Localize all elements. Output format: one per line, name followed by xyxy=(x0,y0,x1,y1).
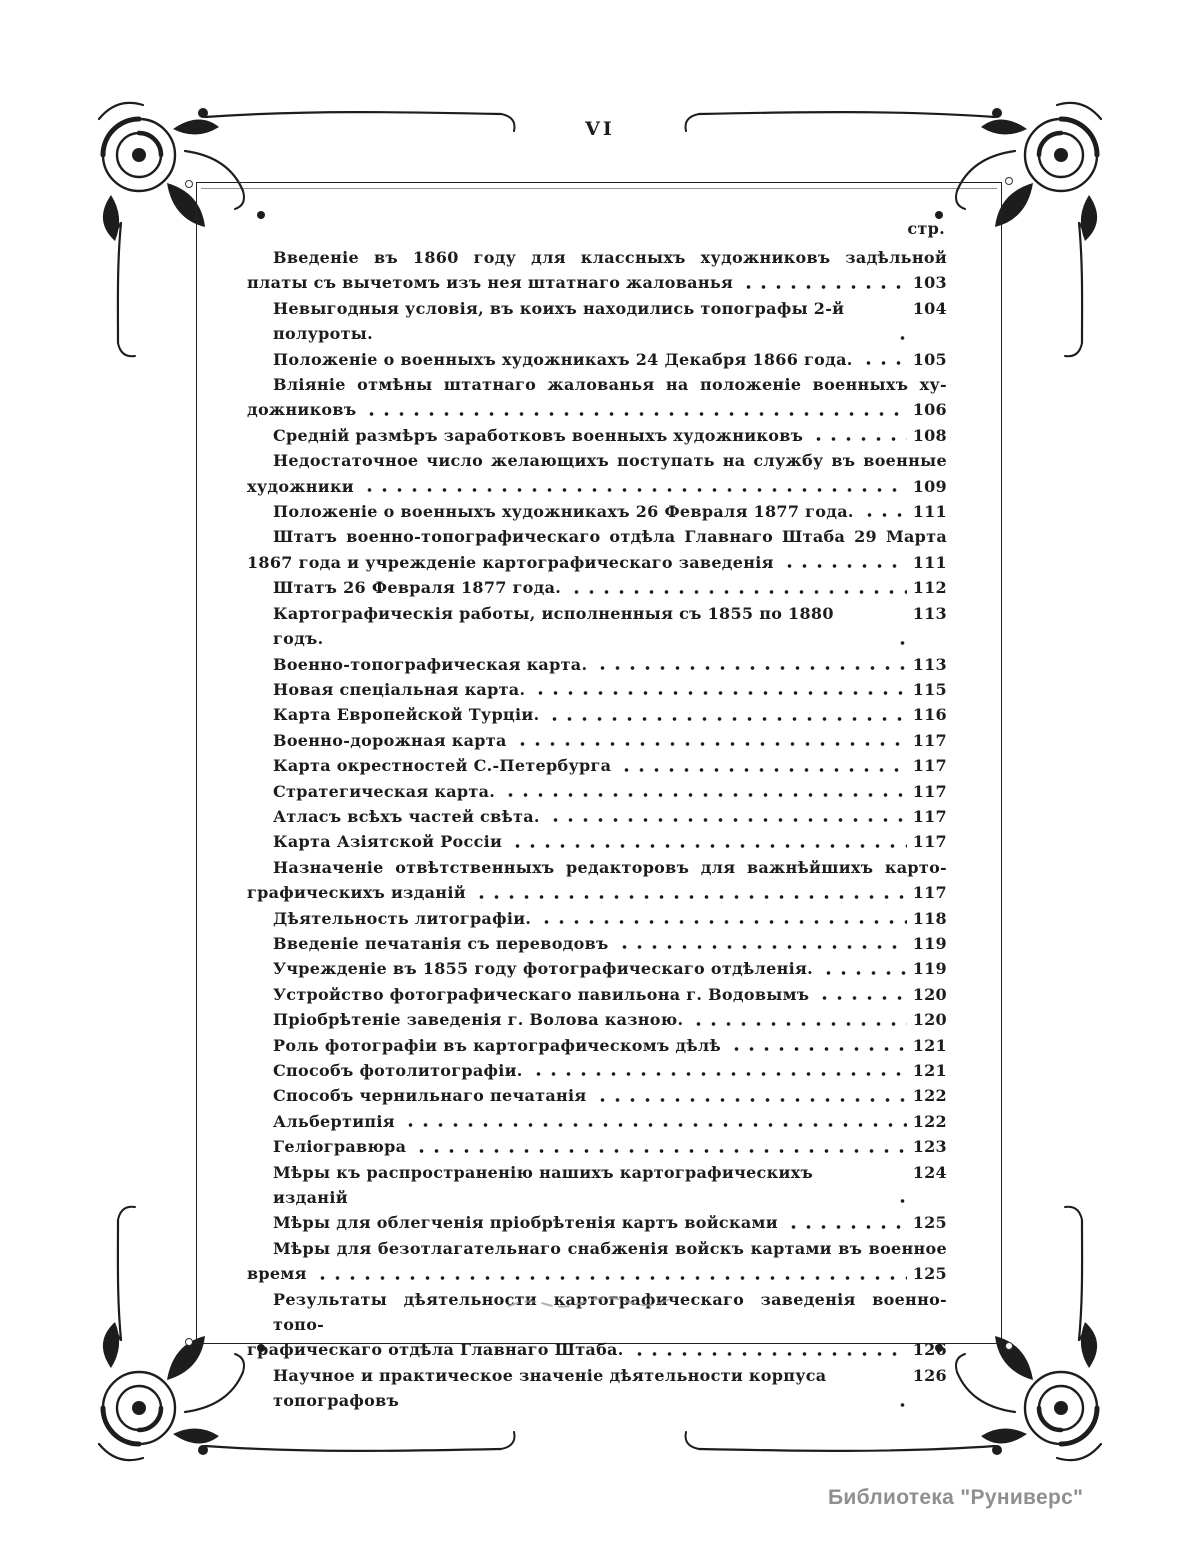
toc-entry-line xyxy=(247,779,947,804)
toc-entry-line xyxy=(247,1261,947,1286)
toc-entry xyxy=(247,1236,947,1287)
toc-entry xyxy=(247,779,947,804)
dot-leader xyxy=(811,423,907,448)
toc-entry-page-number: 111 xyxy=(912,552,947,572)
dot-leader xyxy=(569,575,907,600)
dot-leader xyxy=(474,880,907,905)
toc-entry-text: Картографическія работы, исполненныя съ 1855 по 1880 годъ. xyxy=(273,603,840,649)
toc-entry-line xyxy=(247,397,947,422)
toc-entry xyxy=(247,1160,947,1211)
dot-leader xyxy=(821,956,907,981)
toc-entry-page-number: 124 xyxy=(912,1162,947,1182)
toc-entry-line xyxy=(247,499,947,524)
toc-entry-line xyxy=(247,1007,947,1032)
toc-entry xyxy=(247,575,947,600)
toc-entry-line xyxy=(247,1134,947,1159)
dot-leader xyxy=(861,347,907,372)
toc-entry-page-number: 123 xyxy=(912,1137,947,1157)
toc-entry-page-number: 117 xyxy=(912,756,947,776)
dot-leader xyxy=(362,474,907,499)
toc-entry xyxy=(247,601,947,652)
toc-entry-text: Дѣятельность литографіи. xyxy=(273,908,532,928)
toc-entry xyxy=(247,245,947,296)
toc-entry-text: Средній размѣръ заработковъ военныхъ художниковъ xyxy=(273,425,804,445)
toc-entry xyxy=(247,1363,947,1414)
toc-entry xyxy=(247,1109,947,1134)
toc-entry-text: графическихъ изданій xyxy=(247,883,466,903)
toc-entry-line: Мѣры для безотлагательнаго снабженія войскъ картами въ военное xyxy=(273,1238,947,1258)
page-number-folio: VI xyxy=(585,118,615,140)
toc-entry xyxy=(247,702,947,727)
dot-leader xyxy=(782,550,907,575)
dot-leader xyxy=(547,702,907,727)
toc-entry xyxy=(247,982,947,1007)
toc-entry-page-number: 103 xyxy=(912,273,947,293)
toc-entry-page-number: 119 xyxy=(912,959,947,979)
dot-leader xyxy=(533,677,907,702)
toc-entry-text: Способъ фотолитографіи. xyxy=(273,1061,523,1080)
toc-entry-line xyxy=(247,601,947,652)
toc-entry-text: Роль фотографіи въ картографическомъ дѣлѣ xyxy=(273,1035,722,1055)
dot-leader xyxy=(548,804,907,829)
toc-entry-page-number: 113 xyxy=(912,603,947,623)
toc-entry-line xyxy=(247,956,947,981)
toc-entry-text: Устройство фотографическаго павильона г. Водовымъ xyxy=(273,984,810,1004)
frame-top-rule xyxy=(201,188,997,189)
toc-entry-page-number: 126 xyxy=(912,1365,947,1385)
toc-entry xyxy=(247,448,947,499)
toc-entry-line xyxy=(247,1058,947,1083)
toc-entry-line xyxy=(247,804,947,829)
toc-entry xyxy=(247,372,947,423)
toc-entry-page-number: 120 xyxy=(912,984,947,1004)
toc-entry-line xyxy=(247,296,947,347)
toc-entry-line xyxy=(247,1363,947,1414)
toc-entry xyxy=(247,1033,947,1058)
toc-entry-text: Научное и практическое значеніе дѣятельности корпуса топографовъ xyxy=(273,1365,833,1411)
toc-entry-line xyxy=(247,677,947,702)
watermark: Библиотека "Руниверс" xyxy=(828,1486,1084,1509)
toc-entry xyxy=(247,1210,947,1235)
toc-entry-line xyxy=(247,1083,947,1108)
table-of-contents xyxy=(247,219,947,1414)
toc-entry-line: Назначеніе отвѣтственныхъ редакторовъ для важнѣйшихъ карто- xyxy=(273,857,947,877)
toc-entry xyxy=(247,1058,947,1083)
dot-leader xyxy=(862,499,907,524)
toc-entry xyxy=(247,347,947,372)
toc-entry xyxy=(247,906,947,931)
dot-leader xyxy=(315,1261,907,1286)
pencil-mark-icon xyxy=(505,1292,675,1314)
toc-entry-page-number: 106 xyxy=(912,400,947,420)
toc-entry xyxy=(247,1134,947,1159)
toc-entry-page-number: 117 xyxy=(912,781,947,801)
dot-leader xyxy=(691,1007,907,1032)
toc-entry-text: Военно-топографическая карта. xyxy=(273,654,588,674)
toc-entry-page-number: 112 xyxy=(912,578,947,598)
toc-entry-line xyxy=(247,423,947,448)
dot-leader xyxy=(895,601,907,652)
toc-entry-line: Штатъ военно-топографическаго отдѣла Главнаго Штаба 29 Марта xyxy=(273,527,947,547)
toc-entry-line: Недостаточное число желающихъ поступать на службу въ военные xyxy=(273,451,947,471)
toc-entry-line xyxy=(247,347,947,372)
dot-leader xyxy=(539,906,907,931)
toc-entry-page-number: 118 xyxy=(912,908,947,928)
toc-entry-line xyxy=(247,931,947,956)
toc-entry-page-number: 121 xyxy=(912,1035,947,1055)
dot-leader xyxy=(364,397,907,422)
dot-leader xyxy=(515,728,907,753)
dot-leader xyxy=(617,931,907,956)
toc-entry-line xyxy=(247,1337,947,1362)
toc-entry xyxy=(247,829,947,854)
toc-entry-text: Пріобрѣтеніе заведенія г. Волова казною. xyxy=(273,1010,684,1030)
dot-leader xyxy=(403,1109,907,1134)
toc-entry-page-number: 117 xyxy=(912,806,947,826)
toc-entry xyxy=(247,931,947,956)
toc-entry-page-number: 122 xyxy=(912,1086,947,1106)
toc-entry-page-number: 117 xyxy=(912,832,947,852)
toc-entry xyxy=(247,753,947,778)
toc-entry-text: Учрежденіе въ 1855 году фотографическаго отдѣленія. xyxy=(273,959,814,979)
toc-entry xyxy=(247,423,947,448)
toc-entry-line xyxy=(247,880,947,905)
toc-entry xyxy=(247,499,947,524)
toc-entry-text: художники xyxy=(247,476,354,496)
dot-leader xyxy=(595,1083,907,1108)
toc-entry-line: Вліяніе отмѣны штатнаго жалованья на положеніе военныхъ ху- xyxy=(273,375,947,395)
toc-entry-text: Геліогравюра xyxy=(273,1137,407,1157)
toc-entry-page-number: 117 xyxy=(912,730,947,750)
toc-entry-page-number: 113 xyxy=(912,654,947,674)
toc-entry-line xyxy=(247,702,947,727)
toc-entry xyxy=(247,524,947,575)
toc-entry-page-number: 119 xyxy=(912,933,947,953)
toc-entry-text: Карта Европейской Турціи. xyxy=(273,705,540,725)
toc-entry xyxy=(247,956,947,981)
dot-leader xyxy=(729,1033,907,1058)
page-frame xyxy=(196,182,1002,1411)
toc-entry-line xyxy=(247,474,947,499)
toc-entry-page-number: 104 xyxy=(912,298,947,318)
toc-entry-page-number: 121 xyxy=(912,1061,947,1080)
toc-entry-page-number: 115 xyxy=(912,679,947,699)
toc-entry-text: Положеніе о военныхъ художникахъ 24 Декабря 1866 года. xyxy=(273,349,853,369)
toc-entry-line xyxy=(247,270,947,295)
toc-entry-line xyxy=(247,1210,947,1235)
toc-entry-text: Штатъ 26 Февраля 1877 года. xyxy=(273,578,562,598)
dot-leader xyxy=(895,1363,907,1414)
toc-entry-text: Военно-дорожная карта xyxy=(273,730,507,750)
toc-entry-text: Стратегическая карта. xyxy=(273,781,496,801)
toc-entry xyxy=(247,677,947,702)
toc-entry-text: Мѣры для облегченія пріобрѣтенія картъ войсками xyxy=(273,1213,778,1233)
frame-corner-dot xyxy=(1005,1342,1013,1350)
toc-entry-page-number: 125 xyxy=(912,1264,947,1284)
dot-leader xyxy=(503,779,907,804)
toc-entry-line xyxy=(247,1109,947,1134)
toc-entry-text: Новая спеціальная карта. xyxy=(273,679,526,699)
dot-leader xyxy=(414,1134,907,1159)
toc-entry-text: Карта Азіятской Россіи xyxy=(273,832,503,852)
toc-entry xyxy=(247,1007,947,1032)
toc-entry-line xyxy=(247,575,947,600)
toc-entry-page-number: 105 xyxy=(912,349,947,369)
toc-entry-line xyxy=(247,652,947,677)
toc-entry-text: Мѣры къ распространенію нашихъ картографическихъ изданій xyxy=(273,1162,819,1208)
toc-entry-line xyxy=(247,829,947,854)
dot-leader xyxy=(895,1160,907,1211)
dot-leader xyxy=(531,1058,907,1083)
toc-entry-page-number: 125 xyxy=(912,1213,947,1233)
dot-leader xyxy=(741,270,907,295)
toc-entry-page-number: 126 xyxy=(912,1340,947,1360)
toc-entry-text: Альбертипія xyxy=(273,1111,395,1131)
toc-entry-text: Способъ чернильнаго печатанія xyxy=(273,1086,587,1106)
toc-entry xyxy=(247,855,947,906)
frame-corner-dot xyxy=(185,180,193,188)
toc-entry-page-number: 117 xyxy=(912,883,947,903)
toc-entry-line: Результаты дѣятельности картографическаго заведенія военно-топо- xyxy=(273,1289,947,1335)
toc-entry xyxy=(247,652,947,677)
toc-entry-page-number: 116 xyxy=(912,705,947,725)
toc-entry-line xyxy=(247,906,947,931)
dot-leader xyxy=(595,652,907,677)
toc-entry-text: Невыгодныя условія, въ коихъ находились топографы 2-й полуроты. xyxy=(273,298,851,344)
toc-entry-text: дожниковъ xyxy=(247,400,357,420)
frame-corner-dot xyxy=(185,1338,193,1346)
toc-entry-page-number: 109 xyxy=(912,476,947,496)
frame-corner-dot xyxy=(1005,177,1013,185)
toc-entry-line xyxy=(247,1160,947,1211)
toc-entry-line xyxy=(247,982,947,1007)
dot-leader xyxy=(632,1337,907,1362)
toc-entry-text: Карта окрестностей С.-Петербурга xyxy=(273,756,612,776)
toc-entry-text: платы съ вычетомъ изъ нея штатнаго жалованья xyxy=(247,273,734,293)
dot-leader xyxy=(786,1210,907,1235)
page-column-header: стр. xyxy=(907,219,945,238)
dot-leader xyxy=(817,982,907,1007)
toc-entry-text: графическаго отдѣла Главнаго Штаба. xyxy=(247,1340,624,1360)
toc-entry-page-number: 122 xyxy=(912,1111,947,1131)
toc-entry xyxy=(247,804,947,829)
toc-list xyxy=(247,245,947,1414)
toc-entry-text: время xyxy=(247,1264,307,1284)
toc-entry-page-number: 108 xyxy=(912,425,947,445)
toc-entry-page-number: 111 xyxy=(912,502,947,522)
dot-leader xyxy=(619,753,907,778)
toc-entry xyxy=(247,296,947,347)
toc-entry-text: Введеніе печатанія съ переводовъ xyxy=(273,933,609,953)
toc-entry-text: Положеніе о военныхъ художникахъ 26 Февраля 1877 года. xyxy=(273,502,854,522)
toc-entry xyxy=(247,728,947,753)
dot-leader xyxy=(510,829,907,854)
toc-entry xyxy=(247,1083,947,1108)
toc-entry-page-number: 120 xyxy=(912,1010,947,1030)
toc-entry-text: 1867 года и учрежденіе картографическаго заведенія xyxy=(247,552,774,572)
toc-entry-line xyxy=(247,753,947,778)
toc-entry-line xyxy=(247,1033,947,1058)
toc-entry-line xyxy=(247,550,947,575)
toc-entry-line xyxy=(247,728,947,753)
dot-leader xyxy=(895,296,907,347)
toc-entry-line: Введеніе въ 1860 году для классныхъ художниковъ задѣльной xyxy=(273,248,947,267)
toc-entry-text: Атласъ всѣхъ частей свѣта. xyxy=(273,806,540,826)
